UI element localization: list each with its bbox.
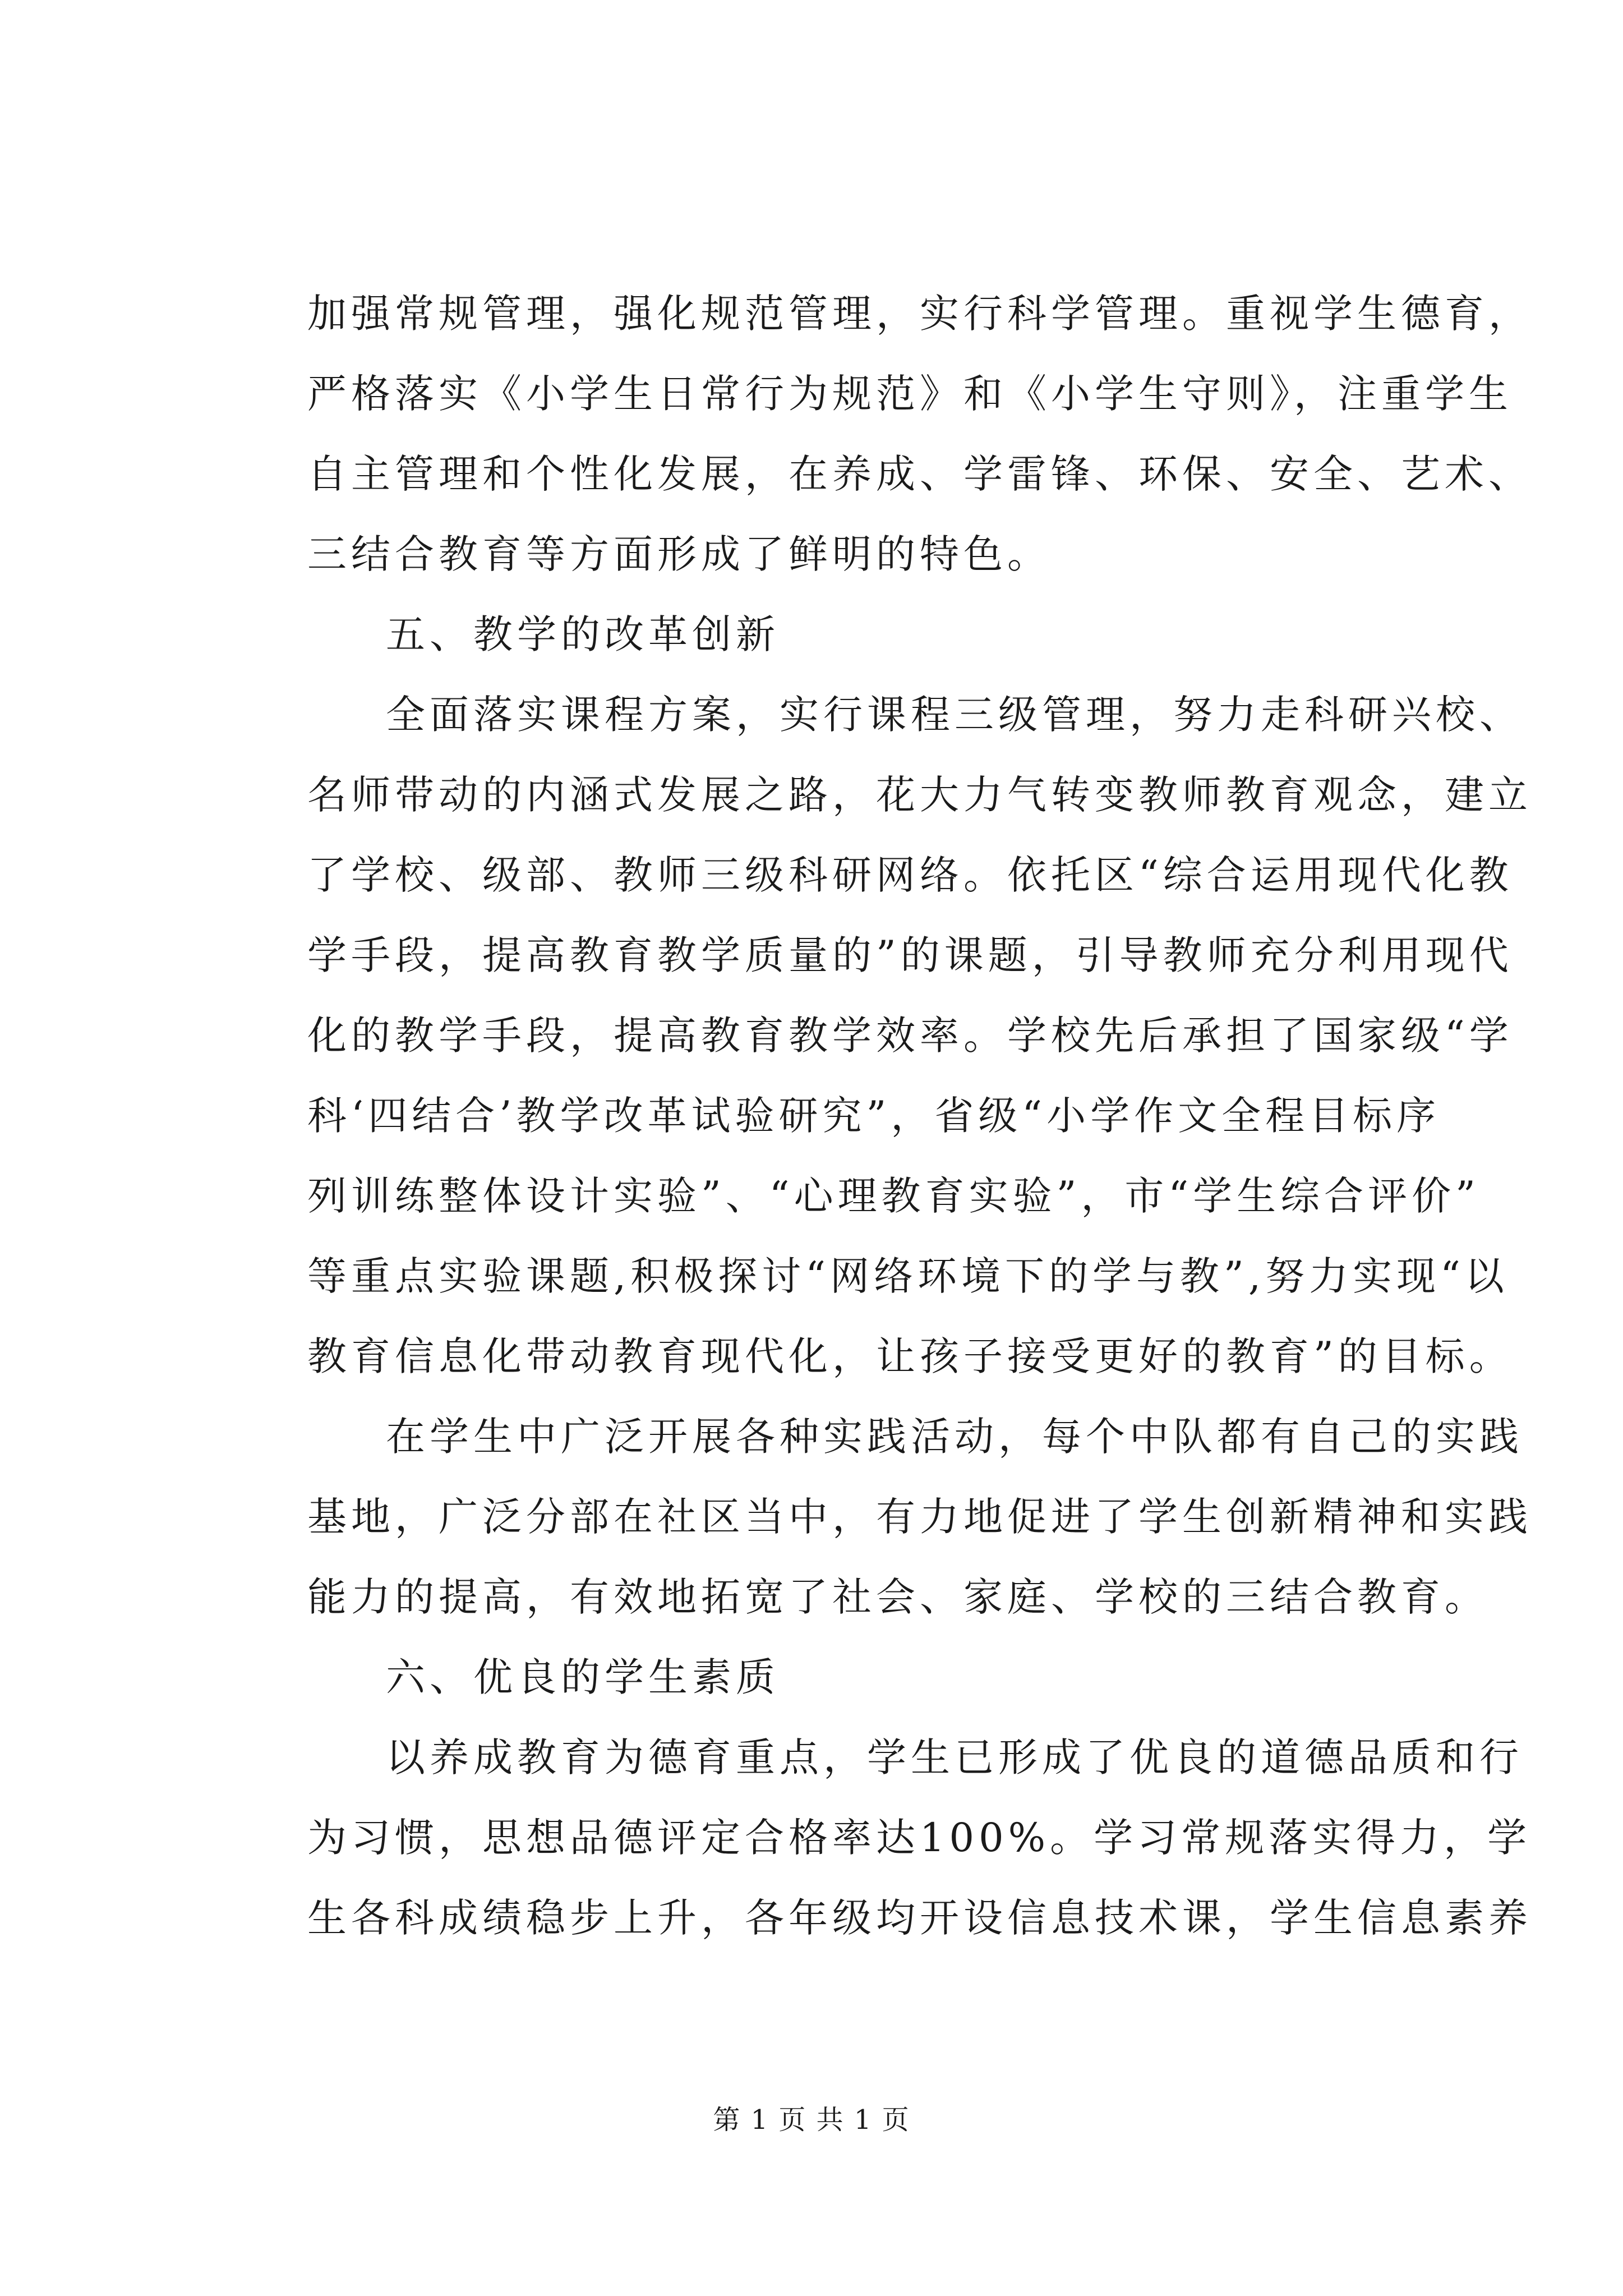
text-line: 学手段，提高教育教学质量的”的课题，引导教师充分利用现代 — [307, 932, 1513, 978]
text-line: 为习惯，思想品德评定合格率达100%。学习常规落实得力，学 — [307, 1815, 1532, 1861]
text-line: 名师带动的内涵式发展之路，花大力气转变教师教育观念，建立 — [307, 772, 1532, 818]
text-line: 严格落实《小学生日常行为规范》和《小学生守则》，注重学生 — [307, 371, 1513, 417]
text-line: 等重点实验课题,积极探讨“网络环境下的学与教”,努力实现“以 — [307, 1253, 1509, 1299]
text-line: 教育信息化带动教育现代化，让孩子接受更好的教育”的目标。 — [307, 1333, 1513, 1379]
text-line: 自主管理和个性化发展，在养成、学雷锋、环保、安全、艺术、 — [307, 451, 1532, 497]
text-line: 生各科成绩稳步上升，各年级均开设信息技术课，学生信息素养 — [307, 1895, 1532, 1941]
text-line: 在学生中广泛开展各种实践活动，每个中队都有自己的实践 — [386, 1414, 1523, 1460]
text-line: 全面落实课程方案，实行课程三级管理，努力走科研兴校、 — [386, 692, 1523, 738]
page-number-footer: 第 1 页 共 1 页 — [713, 2104, 910, 2136]
text-line: 三结合教育等方面形成了鲜明的特色。 — [307, 531, 1051, 577]
section-heading-5: 五、教学的改革创新 — [386, 611, 780, 657]
text-line: 化的教学手段，提高教育教学效率。学校先后承担了国家级“学 — [307, 1013, 1513, 1059]
text-line: 能力的提高，有效地拓宽了社会、家庭、学校的三结合教育。 — [307, 1574, 1488, 1620]
text-line: 了学校、级部、教师三级科研网络。依托区“综合运用现代化教 — [307, 852, 1513, 898]
text-line: 加强常规管理，强化规范管理，实行科学管理。重视学生德育， — [307, 291, 1532, 337]
text-line: 科‘四结合’教学改革试验研究”，省级“小学作文全程目标序 — [307, 1093, 1441, 1139]
document-body — [307, 274, 1532, 1958]
text-line: 列训练整体设计实验”、“心理教育实验”，市“学生综合评价” — [307, 1173, 1480, 1219]
text-line: 基地，广泛分部在社区当中，有力地促进了学生创新精神和实践 — [307, 1494, 1532, 1540]
section-heading-6: 六、优良的学生素质 — [386, 1654, 780, 1700]
text-line: 以养成教育为德育重点，学生已形成了优良的道德品质和行 — [386, 1734, 1523, 1780]
